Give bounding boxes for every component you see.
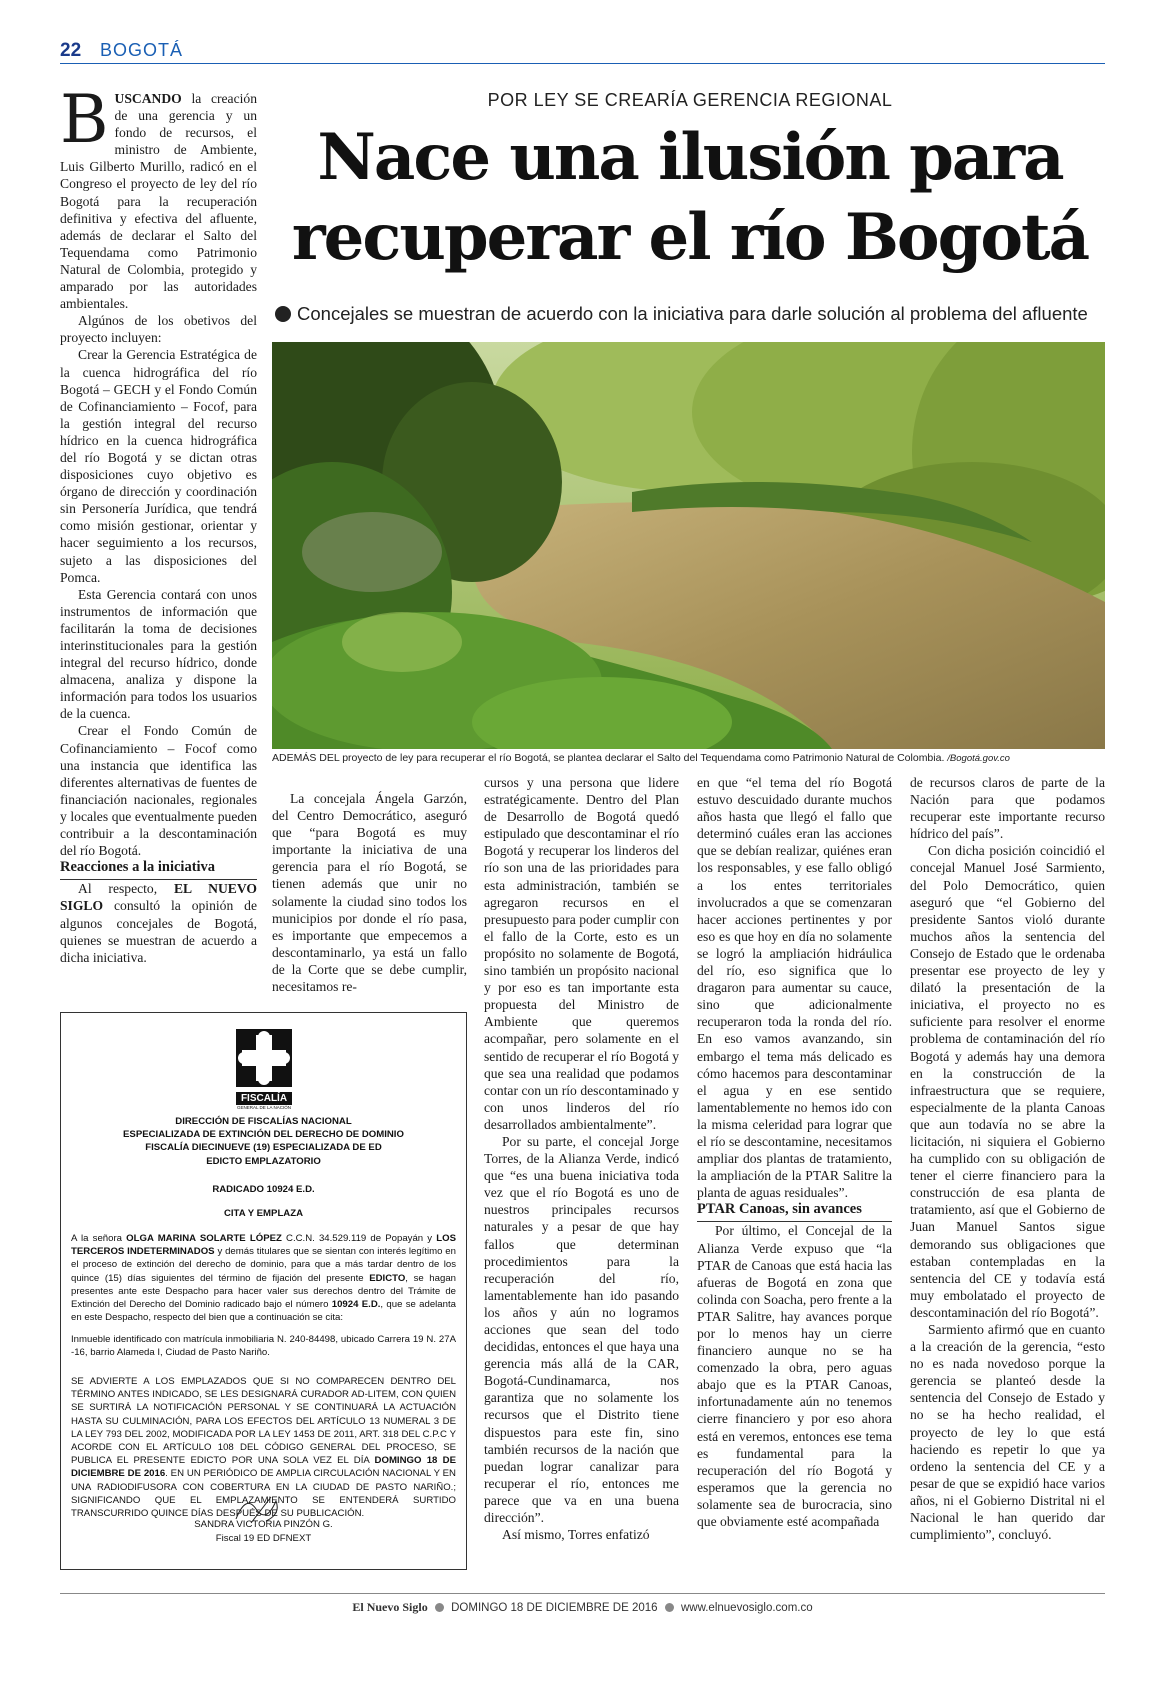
headline-line-1: Nace una ilusión para xyxy=(317,120,1063,195)
column-4 xyxy=(697,774,892,1530)
signer-name: SANDRA VICTORIA PINZÓN G. xyxy=(194,1519,333,1530)
bullet-icon xyxy=(275,306,291,322)
text: consultó la opinión de algunos concejales de Bogotá, quienes se muestran de acuerdo a dicha iniciativa. xyxy=(60,898,257,965)
subhead-text: Concejales se muestran de acuerdo con la iniciativa para darle solución al problema del afluente xyxy=(297,303,1088,324)
fiscalia-logo xyxy=(236,1029,292,1111)
text: C.C.N. 34.529.119 de Popayán y xyxy=(281,1233,437,1244)
paragraph: Con dicha posición coincidió el concejal Manuel José Sarmiento, del Polo Democrático, quien aseguró que “el Gobierno del presidente Santos violó durante muchos años la sentencia del Consejo de Estado que le ordenaba presentar ese proyecto de ley y dilató la presentación de la iniciativa, el proyecto no es suficiente para resolver el enorme problema de contaminación del río Bogotá y además hay una demora en la construcción de la infraestructura que se requiere, especialmente de la planta Canoas que aun todavía no se abre la licitación, ni siquiera el Gobierno ha cumplido con su obligación de tener el cierre financiero para la construcción de esa planta de tratamiento, así que el Gobierno de Juan Manuel Santos sigue demorando sus obligaciones que estaban contempladas en la sentencia del CE y todavía está muy embolatado el proyecto de descontaminación del río Bogotá”. xyxy=(910,843,1105,1320)
paragraph: de recursos claros de parte de la Nación para que podamos recuperar este importante recurso hídrico del país”. xyxy=(910,775,1105,842)
case-number: 10924 E.D. xyxy=(331,1299,381,1311)
section-label: BOGOTÁ xyxy=(100,40,184,60)
lead-text: la creación de una gerencia y un fondo de recursos, el ministro de Ambiente, Luis Gilberto Murillo, radicó en el Congreso el proyecto de ley del río Bogotá para la recuperación definitiva y efectiva del afluente, además de declarar el Salto del Tequendama como Patrimonio Natural de Colombia, protegido y amparado por las autoridades ambientales. xyxy=(60,91,257,312)
column-3 xyxy=(484,774,679,1543)
edict-word: EDICTO xyxy=(369,1272,406,1284)
subtitle-reacciones: Reacciones a la iniciativa xyxy=(60,859,257,880)
headline-line-2: recuperar el río Bogotá xyxy=(291,200,1089,275)
kicker: POR LEY SE CREARÍA GERENCIA REGIONAL xyxy=(487,90,893,110)
footer-url: www.elnuevosiglo.com.co xyxy=(680,1602,813,1614)
paragraph: Esta Gerencia contará con unos instrumentos de información que facilitarán la toma de decisiones interinstitucionales para la gestión integral del recurso hídrico, donde almacena, analiza y dispone la información para todos los usuarios de la cuenca. xyxy=(60,586,257,722)
text: , se hagan presentes ante este Despacho para hacer valer sus derechos dentro del Trámite de Extinción del Derecho del Dominio radicado bajo el número xyxy=(71,1272,456,1311)
caption-credit: /Bogotá.gov.co xyxy=(947,753,1010,764)
logo-text: FISCALÍA xyxy=(236,1092,292,1105)
footer-date: DOMINGO 18 DE DICIEMBRE DE 2016 xyxy=(451,1602,658,1614)
caption-text: ADEMÁS DEL proyecto de ley para recuperar el río Bogotá, se plantea declarar el Salto del Tequendama como Patrimonio Natural de Colombia. xyxy=(272,752,945,764)
newspaper-name: EL NUEVO SIGLO xyxy=(60,881,257,914)
dropcap: B xyxy=(60,81,109,158)
edict-cita: CITA Y EMPLAZA xyxy=(223,1208,304,1219)
paragraph xyxy=(60,880,257,965)
column-1 xyxy=(60,81,257,966)
header-rule xyxy=(60,63,1105,64)
lead-bold: USCANDO xyxy=(114,91,182,106)
text: A la señora xyxy=(71,1233,127,1244)
puzzle-logo-icon xyxy=(236,1029,292,1087)
footer-dot-icon xyxy=(435,1603,444,1612)
river-illustration xyxy=(272,342,1105,749)
page-number: 22 xyxy=(60,40,82,61)
paragraph: Por último, el Concejal de la Alianza Verde expuso que “la PTAR de Canoas que está hacia las afueras de Bogotá en zona que colinda con Soacha, pero frente a la PTAR Salitre, hay avances porque por lo menos hay un cierre financiero aunque no se ha comenzado la obra, pero aguas abajo que es la PTAR Canoas, infortunadamente aún no tenemos cierre financiero y por eso ahora está en veremos, entonces ese tema es fundamental para la recuperación del río Bogotá y esperamos que la gerencia no solamente sea de burocracia, sino que obviamente esté acompañada xyxy=(697,1223,892,1530)
footer-brand: El Nuevo Siglo xyxy=(352,1600,428,1614)
headline xyxy=(270,118,1110,278)
edict-heading: DIRECCIÓN DE FISCALÍAS NACIONAL ESPECIALIZADA DE EXTINCIÓN DEL DERECHO DE DOMINIO FISCALÍA DIECINUEVE (19) ESPECIALIZADA DE ED EDICTO EMPLAZATORIO xyxy=(123,1116,404,1167)
edict-paragraph-2: Inmueble identificado con matrícula inmobiliaria N. 240-84498, ubicado Carrera 19 N. 27A -16, barrio Alameda I, Ciudad de Pasto Nariño. xyxy=(71,1334,456,1359)
footer xyxy=(0,1600,1165,1615)
paragraph: Así mismo, Torres enfatizó xyxy=(502,1527,650,1543)
text: Al respecto, xyxy=(78,881,174,897)
signer-title: Fiscal 19 ED DFNEXT xyxy=(215,1533,312,1544)
subtitle-ptar: PTAR Canoas, sin avances xyxy=(697,1201,892,1222)
edict-notice xyxy=(60,1012,467,1570)
logo-subtext: GENERAL DE LA NACIÓN xyxy=(236,1105,292,1111)
footer-dot-icon xyxy=(665,1603,674,1612)
paragraph: cursos y una persona que lidere estratégicamente. Dentro del Plan de Desarrollo de Bogotá quedó estipulado que descontaminar el río Bogotá y recuperar los linderos del río son una de las prioridades para esta administración, también se agregaron recursos en el presupuesto para poder cumplir con el fallo de la Corte, esto es un propósito no solamente de Bogotá, sino también un propósito nacional y por eso es tan importante esta propuesta del Ministro de Ambiente que queremos acompañar, pero solamente en el sentido de recuperar el río Bogotá y que sea una realidad que podamos contar con un río descontaminado y con unos linderos del río desarrollados ambientalmente”. xyxy=(484,775,679,1132)
paragraph: La concejala Ángela Garzón, del Centro Democrático, aseguró que “para Bogotá es muy importante la iniciativa de una gerencia para el río Bogotá, se tienen además que unir no solamente la ciudad sino todos los municipios por donde el río pasa, es importante que empecemos a descontaminarlo, ya está un fallo de la Corte que se debe cumplir, necesitamos re- xyxy=(272,791,467,995)
text: . EN UN PERIÓDICO DE AMPLIA CIRCULACIÓN NACIONAL Y EN UNA RADIODIFUSORA CON COBERTURA EN LA CIUDAD DE PASTO NARIÑO.; SIGNIFICANDO QUE EL EMPLAZAMIENTO SE ENTENDERÁ SURTIDO TRANSCURRIDO QUINCE DÍAS DESPUÉS DE SU PUBLICACIÓN. xyxy=(71,1468,456,1520)
photo-caption xyxy=(272,752,1105,764)
footer-rule xyxy=(60,1593,1105,1594)
column-2 xyxy=(272,790,467,995)
paragraph: Sarmiento afirmó que en cuanto a la creación de la gerencia, “esto no es nada novedoso porque la gerencia se planteó desde la sentencia del Consejo de Estado y no se ha hecho realidad, el proyecto de ley lo que está haciendo es repetir lo que ya ordeno la sentencia del CE y a pesar de que se expidió hace varios años, ni el Gobierno Distrital ni el Nacional le han querido dar cumplimiento”, concluyó. xyxy=(910,1322,1105,1543)
column-5 xyxy=(910,774,1105,1543)
publication-date: DOMINGO 18 DE DICIEMBRE DE 2016 xyxy=(71,1455,457,1480)
edict-paragraph-1 xyxy=(71,1232,456,1324)
text: y demás titulares que se sientan con interés legítimo en el proceso de extinción del derecho de dominio, para que a más tardar dentro de los quince (15) días siguientes del término de fijación del presente xyxy=(71,1246,456,1284)
edict-radicado: RADICADO 10924 E.D. xyxy=(212,1184,315,1195)
river-photo xyxy=(272,342,1105,749)
subhead xyxy=(275,303,1115,325)
paragraph: Por su parte, el concejal Jorge Torres, de la Alianza Verde, indicó que “es una buena iniciativa toda vez que el río Bogotá es uno de nuestros principales recursos naturales y a pesar de que hay fallos que determinan procedimientos para la recuperación del río, lamentablemente han ido pasando los años y aún no logramos acciones que sean del todo decididas, entonces el que haya una gerencia más allá de la CAR, Bogotá-Cundinamarca, nos garantiza que no solamente los recursos que el Distrito tiene dispuestos para este fin, sino también recursos de la nación que puedan lograr canalizar para recuperar el río, entonces me parece que va en una buena dirección”. xyxy=(484,1133,679,1526)
text: SE ADVIERTE A LOS EMPLAZADOS QUE SI NO COMPARECEN DENTRO DEL TÉRMINO ANTES INDICADO, SE LES DESIGNARÁ CURADOR AD-LITEM, CON QUIEN SE SURTIRÁ LA NOTIFICACIÓN PERSONAL Y SE CONTINUARÁ LA ACTUACIÓN HASTA SU CULMINACIÓN, PARA LOS EFECTOS DEL ARTÍCULO 13 NUMERAL 3 DE LA LEY 793 DEL 2002, MODIFICADA POR LA LEY 1453 DE 2011, ART. 318 DEL C.P.C Y ACORDE CON EL ARTÍCULO 108 DEL CÓDIGO GENERAL DEL PROCESO, SE PUBLICA EL PRESENTE EDICTO POR UNA SOLA VEZ EL DÍA xyxy=(71,1376,456,1467)
paragraph: Crear la Gerencia Estratégica de la cuenca hidrográfica del río Bogotá – GECH y el Fondo Común de Cofinanciamiento – Focof, para la gestión integral del recurso hídrico en la cuenca hidrográfica del río Bogotá y se dictan otras disposiciones cuyo objetivo es órgano de dirección y coordinación sin Personería Jurídica, que tendrá como misión gestionar, orientar y hacer seguimiento a los recursos, sujeto a las disposiciones del Pomca. xyxy=(60,347,257,585)
third-parties: LOS TERCEROS INDETERMINADOS xyxy=(71,1233,457,1258)
paragraph: en que “el tema del río Bogotá estuvo descuidado durante muchos años hasta que llegó el fallo que determinó cuáles eran las acciones que se debían realizar, quiénes eran los responsables, y ese fallo obligó a los entes territoriales involucrados a que se comenzaran hacer acciones pertinentes y por eso es que hoy en día no solamente se logró la ampliación hidráulica del río, eso significa que lo dragaron para aumentar su cauce, sino que adicionalmente recuperaron toda la ronda del río. En eso vamos avanzando, sin embargo el tema más delicado es cómo hacemos para descontaminar el agua y en ese sentido lamentablemente no hemos ido con la misma celeridad para lograr que el río se descontamine, necesitamos ampliar dos plantas de tratamiento, la ampliación de la PTAR Salitre la planta de aguas residuales”. xyxy=(697,775,892,1201)
text: , que se adelanta en este Despacho, respecto del bien que a continuación se cita: xyxy=(71,1299,456,1324)
paragraph: Crear el Fondo Común de Cofinanciamiento – Focof como una instancia que identifica las diferentes alternativas de fuentes de financiación nacionales, regionales y locales que eventualmente pueden contribuir a la descontaminación del río Bogotá. xyxy=(60,723,257,859)
lead-paragraph xyxy=(60,81,257,312)
person-name: OLGA MARINA SOLARTE LÓPEZ xyxy=(126,1233,282,1244)
paragraph: Algúnos de los obetivos del proyecto incluyen: xyxy=(60,313,257,346)
